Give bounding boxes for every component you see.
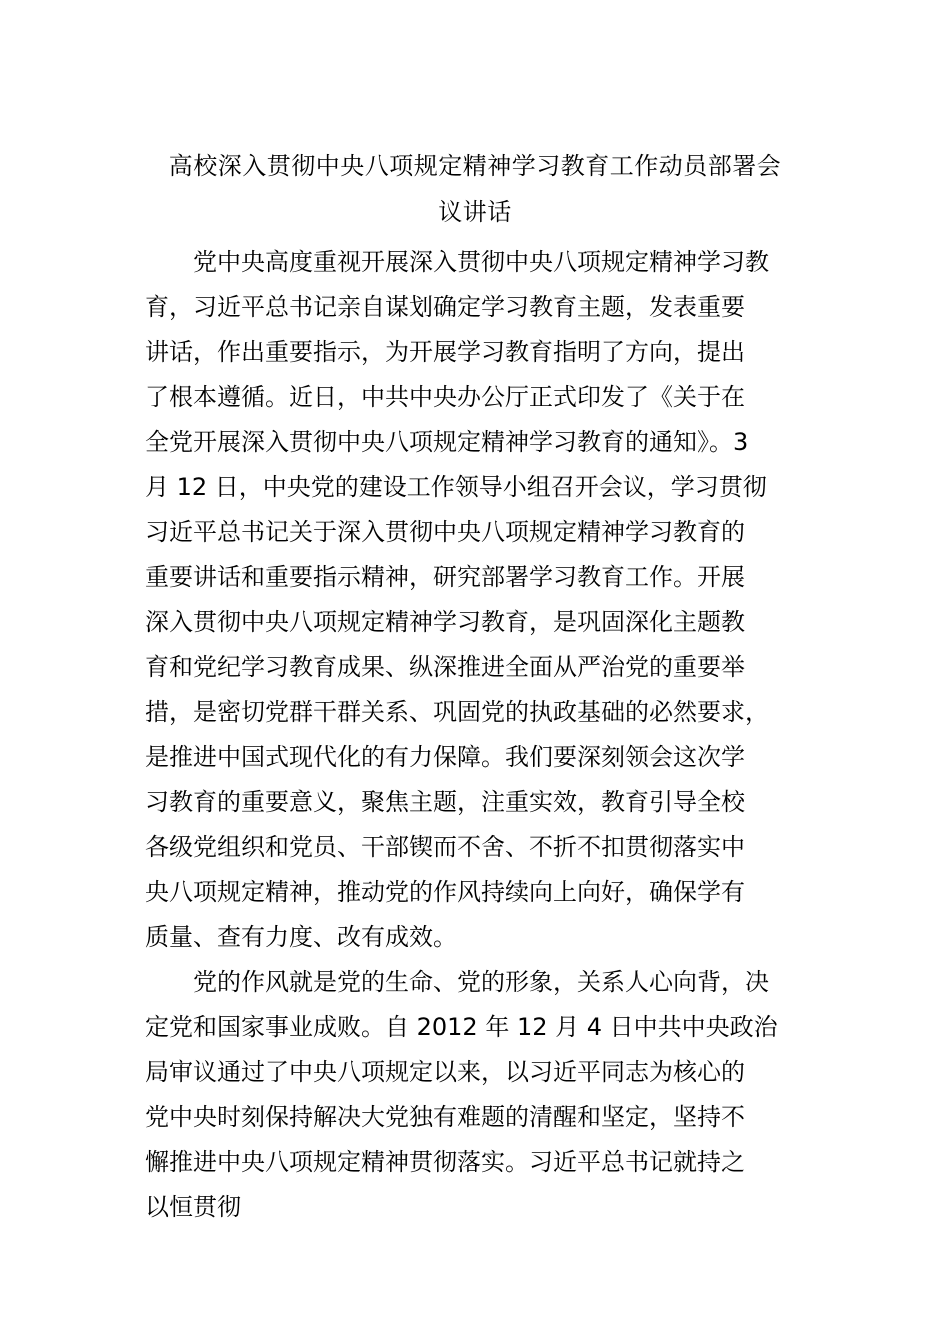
paragraph-1-line-6: 月 12 日，中央党的建设工作领导小组召开会议，学习贯彻 <box>145 473 767 501</box>
paragraph-2-line-6: 以恒贯彻 <box>145 1193 241 1221</box>
paragraph-1-line-3: 讲话，作出重要指示，为开展学习教育指明了方向，提出 <box>145 338 745 366</box>
paragraph-2-line-4: 党中央时刻保持解决大党独有难题的清醒和坚定，坚持不 <box>145 1103 745 1131</box>
paragraph-1-line-12: 是推进中国式现代化的有力保障。我们要深刻领会这次学 <box>145 743 745 771</box>
document-title-line-2: 议讲话 <box>438 198 512 226</box>
paragraph-1-line-5: 全党开展深入贯彻中央八项规定精神学习教育的通知》。3 <box>145 428 749 456</box>
paragraph-1-line-7: 习近平总书记关于深入贯彻中央八项规定精神学习教育的 <box>145 518 745 546</box>
paragraph-1-line-9: 深入贯彻中央八项规定精神学习教育，是巩固深化主题教 <box>145 608 745 636</box>
paragraph-2-line-1: 党的作风就是党的生命、党的形象，关系人心向背，决 <box>193 968 769 996</box>
paragraph-2-line-5: 懈推进中央八项规定精神贯彻落实。习近平总书记就持之 <box>145 1148 745 1176</box>
paragraph-1-line-16: 质量、查有力度、改有成效。 <box>145 923 457 951</box>
paragraph-1-line-10: 育和党纪学习教育成果、纵深推进全面从严治党的重要举 <box>145 653 745 681</box>
document-body <box>145 240 810 1230</box>
paragraph-1-line-11: 措，是密切党群干群关系、巩固党的执政基础的必然要求， <box>145 698 769 726</box>
paragraph-2-line-2: 定党和国家事业成败。自 2012 年 12 月 4 日中共中央政治 <box>145 1013 778 1041</box>
paragraph-1-line-1: 党中央高度重视开展深入贯彻中央八项规定精神学习教 <box>193 248 769 276</box>
paragraph-1-line-4: 了根本遵循。近日，中共中央办公厅正式印发了《关于在 <box>145 383 745 411</box>
paragraph-1-line-13: 习教育的重要意义，聚焦主题，注重实效，教育引导全校 <box>145 788 745 816</box>
document-title-line-1: 高校深入贯彻中央八项规定精神学习教育工作动员部署会 <box>168 152 782 180</box>
paragraph-1-line-15: 央八项规定精神，推动党的作风持续向上向好，确保学有 <box>145 878 745 906</box>
paragraph-2-line-3: 局审议通过了中央八项规定以来，以习近平同志为核心的 <box>145 1058 745 1086</box>
paragraph-1-line-2: 育，习近平总书记亲自谋划确定学习教育主题，发表重要 <box>145 293 745 321</box>
paragraph-1-line-8: 重要讲话和重要指示精神，研究部署学习教育工作。开展 <box>145 563 745 591</box>
paragraph-1-line-14: 各级党组织和党员、干部锲而不舍、不折不扣贯彻落实中 <box>145 833 745 861</box>
